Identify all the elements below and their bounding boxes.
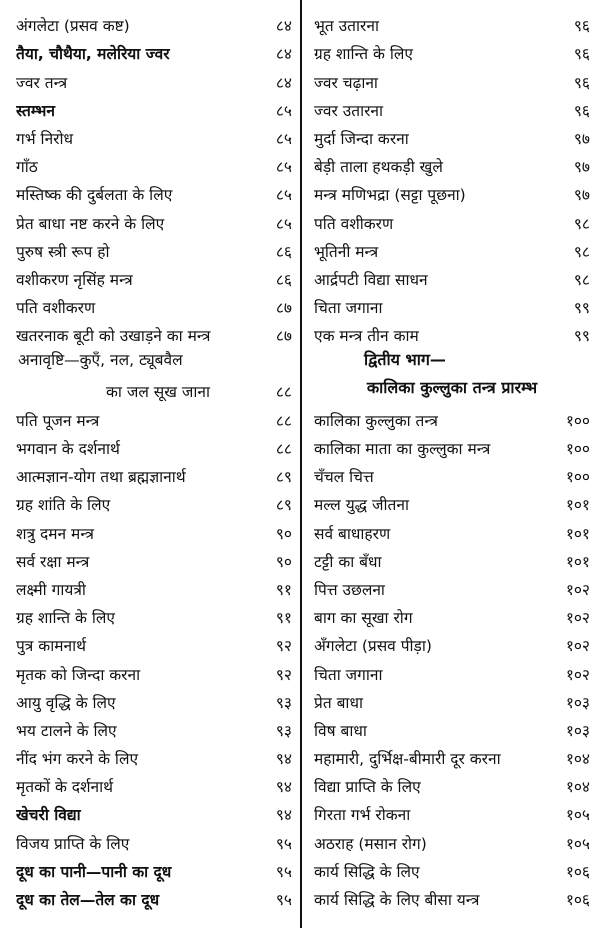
index-entry: [314, 656, 590, 684]
entry-page-number: ९५: [275, 891, 292, 909]
index-entry: [314, 234, 590, 262]
index-entry: [314, 318, 590, 346]
entry-page-number: ८६: [275, 242, 292, 261]
entry-page-number: ९५: [275, 834, 292, 853]
entry-page-number: १०५: [565, 834, 590, 853]
entry-title: अठराह (मसान रोग): [314, 834, 427, 853]
index-entry: [314, 600, 590, 628]
entry-title: मुर्दा जिन्दा करना: [314, 129, 409, 148]
index-entry: [16, 544, 292, 572]
entry-page-number: ९८: [573, 242, 590, 261]
entry-title-line1: अनावृष्टि—कुएँ, नल, ट्यूबवैल: [18, 351, 183, 370]
index-entry: [16, 741, 292, 769]
index-entry: [314, 403, 590, 431]
entry-title: भूतिनी मन्त्र: [314, 242, 379, 261]
section-heading-part-two: द्वितीय भाग—: [364, 350, 446, 370]
entry-page-number: ८९: [275, 468, 292, 487]
index-entry: [16, 177, 292, 205]
entry-page-number: ९१: [275, 609, 292, 628]
index-entry: [16, 600, 292, 628]
section-heading-tantra-start: कालिका कुल्लुका तन्त्र प्रारम्भ: [366, 378, 538, 398]
entry-page-number: ९६: [573, 73, 590, 92]
entry-title: खेचरी विद्या: [16, 806, 81, 825]
index-entry: [16, 685, 292, 713]
entry-title: पुत्र कामनार्थ: [16, 637, 86, 656]
entry-title: विजय प्राप्ति के लिए: [16, 834, 130, 853]
index-entry: [16, 854, 292, 882]
index-entry: [314, 290, 590, 318]
index-entry-multiline: [16, 346, 292, 402]
index-entry: [16, 882, 292, 910]
entry-title: कालिका कुल्लुका तन्त्र: [314, 411, 438, 430]
entry-page-number: ९४: [275, 750, 292, 769]
index-entry: [16, 487, 292, 515]
entry-page-number: ९४: [275, 778, 292, 797]
entry-title: मृतक को जिन्दा करना: [16, 665, 141, 684]
index-entry: [314, 205, 590, 233]
index-entry: [16, 205, 292, 233]
right-column: [302, 0, 600, 928]
entry-page-number: ९७: [573, 186, 590, 205]
index-entry: [16, 149, 292, 177]
entry-title: पति पूजन मन्त्र: [16, 411, 100, 430]
index-entry: [16, 769, 292, 797]
index-entry: [16, 572, 292, 600]
entry-page-number: १००: [565, 411, 590, 430]
index-entry: [16, 262, 292, 290]
index-entry: [314, 797, 590, 825]
entry-title: प्रेत बाधा नष्ट करने के लिए: [16, 214, 165, 233]
entry-page-number: ९३: [275, 693, 292, 712]
index-entry: [314, 882, 590, 910]
entry-title: वशीकरण नृसिंह मन्त्र: [16, 270, 133, 289]
index-entry: [314, 854, 590, 882]
index-entry: [16, 318, 292, 346]
index-entry: [314, 685, 590, 713]
entry-page-number: १०४: [565, 750, 590, 769]
entry-title: आत्मज्ञान-योग तथा ब्रह्मज्ञानार्थ: [16, 468, 186, 487]
index-entry: [314, 769, 590, 797]
entry-page-number: ८६: [275, 270, 292, 289]
entry-title: विद्या प्राप्ति के लिए: [314, 778, 421, 797]
entry-page-number: ९६: [573, 45, 590, 64]
entry-title: चँचल चित्त: [314, 468, 374, 487]
entry-page-number: ८५: [275, 214, 292, 233]
index-entry: [314, 177, 590, 205]
index-entry: [16, 121, 292, 149]
entry-page-number: १०२: [565, 580, 590, 599]
entry-page-number: ९५: [275, 862, 292, 881]
entry-title: बाग का सूखा रोग: [314, 609, 413, 628]
entry-page-number: ९०: [275, 524, 292, 543]
entry-title: कार्य सिद्धि के लिए: [314, 862, 420, 881]
index-entry: [16, 8, 292, 36]
entry-page-number: ८५: [275, 129, 292, 148]
index-entry: [16, 713, 292, 741]
entry-title: आर्द्रपटी विद्या साधन: [314, 270, 428, 289]
entry-title: टट्टी का बँधा: [314, 552, 382, 571]
entry-page-number: १०१: [565, 552, 590, 571]
index-entry: [314, 487, 590, 515]
entry-title: मृतकों के दर्शनार्थ: [16, 778, 114, 797]
entry-page-number: ८५: [275, 186, 292, 205]
entry-page-number: १००: [565, 440, 590, 458]
entry-page-number: १०६: [565, 862, 590, 881]
entry-title: ग्रह शान्ति के लिए: [16, 609, 115, 628]
index-entry: [16, 36, 292, 64]
entry-title: दूध का तेल—तेल का दूध: [16, 891, 160, 909]
index-entry: [16, 290, 292, 318]
entry-title: मल्ल युद्ध जीतना: [314, 496, 409, 515]
entry-page-number: ८५: [275, 158, 292, 177]
entry-title: ग्रह शान्ति के लिए: [314, 45, 413, 64]
entry-page-number: ८७: [275, 327, 292, 346]
index-entry: [16, 797, 292, 825]
index-entry: [314, 431, 590, 459]
entry-title: गिरता गर्भ रोकना: [314, 806, 411, 825]
entry-title: ग्रह शांति के लिए: [16, 496, 111, 515]
entry-title: पित्त उछलना: [314, 580, 385, 599]
entry-page-number: ९७: [573, 158, 590, 177]
entry-page-number: ८४: [275, 17, 292, 36]
entry-page-number: १०३: [565, 693, 590, 712]
entry-title: कालिका माता का कुल्लुका मन्त्र: [314, 440, 491, 458]
index-entry: [16, 459, 292, 487]
entry-page-number: ८८: [275, 383, 292, 402]
entry-page-number: ९९: [573, 299, 590, 318]
entry-title: कार्य सिद्धि के लिए बीसा यन्त्र: [314, 891, 480, 909]
entry-title-line2: का जल सूख जाना: [106, 383, 210, 402]
entry-page-number: १०३: [565, 721, 590, 740]
entry-page-number: ९१: [275, 580, 292, 599]
entry-page-number: १००: [565, 468, 590, 487]
index-entry: [314, 713, 590, 741]
index-entry: [16, 656, 292, 684]
entry-title: विष बाधा: [314, 721, 367, 740]
entry-title: गर्भ निरोध: [16, 129, 74, 148]
entry-title: स्तम्भन: [16, 101, 56, 120]
index-entry: [314, 149, 590, 177]
entry-page-number: १०२: [565, 665, 590, 684]
index-entry: [16, 431, 292, 459]
entry-title: लक्ष्मी गायत्री: [16, 580, 86, 599]
index-entry: [314, 544, 590, 572]
entry-title: भूत उतारना: [314, 17, 379, 36]
index-entry: [314, 628, 590, 656]
entry-page-number: ८५: [275, 101, 292, 120]
entry-page-number: ९३: [275, 721, 292, 740]
entry-page-number: ९८: [573, 214, 590, 233]
entry-title: ज्वर चढ़ाना: [314, 73, 378, 92]
index-entry: [314, 515, 590, 543]
entry-page-number: ९२: [275, 665, 292, 684]
entry-title: मस्तिष्क की दुर्बलता के लिए: [16, 186, 173, 205]
index-entry: [314, 64, 590, 92]
entry-page-number: १०५: [565, 806, 590, 825]
entry-title: ज्वर तन्त्र: [16, 73, 68, 92]
entry-page-number: १०१: [565, 524, 590, 543]
entry-page-number: ८८: [275, 411, 292, 430]
entry-page-number: ९७: [573, 129, 590, 148]
entry-title: एक मन्त्र तीन काम: [314, 327, 419, 346]
entry-title: अँगलेटा (प्रसव पीड़ा): [314, 637, 432, 656]
entry-page-number: १०१: [565, 496, 590, 515]
entry-page-number: ८४: [275, 73, 292, 92]
index-entry: [314, 741, 590, 769]
entry-title: भय टालने के लिए: [16, 721, 117, 740]
entry-page-number: ८८: [275, 440, 292, 458]
entry-title: मन्त्र मणिभद्रा (सट्टा पूछना): [314, 186, 466, 205]
entry-title: पति वशीकरण: [314, 214, 394, 233]
entry-page-number: ८४: [275, 45, 292, 64]
entry-title: दूध का पानी—पानी का दूध: [16, 862, 172, 881]
entry-title: सर्व रक्षा मन्त्र: [16, 552, 90, 571]
index-entry: [16, 234, 292, 262]
entry-title: गाँठ: [16, 158, 38, 177]
entry-title: प्रेत बाधा: [314, 693, 363, 712]
entry-title: चिता जगाना: [314, 299, 383, 318]
entry-title: नींद भंग करने के लिए: [16, 750, 139, 769]
entry-page-number: १०२: [565, 609, 590, 628]
index-entry: [314, 459, 590, 487]
index-entry: [314, 262, 590, 290]
entry-title: भगवान के दर्शनार्थ: [16, 440, 120, 458]
index-entry: [16, 93, 292, 121]
index-entry: [16, 403, 292, 431]
entry-page-number: ८७: [275, 299, 292, 318]
entry-page-number: ९२: [275, 637, 292, 656]
entry-page-number: १०४: [565, 778, 590, 797]
entry-title: महामारी, दुर्भिक्ष-बीमारी दूर करना: [314, 750, 501, 769]
index-entry: [16, 628, 292, 656]
entry-title: पुरुष स्त्री रूप हो: [16, 242, 110, 261]
index-entry: [314, 93, 590, 121]
entry-page-number: १०२: [565, 637, 590, 656]
entry-page-number: ९८: [573, 270, 590, 289]
entry-title: खतरनाक बूटी को उखाड़ने का मन्त्र: [16, 327, 211, 346]
entry-page-number: ९९: [573, 327, 590, 346]
index-entry: [314, 8, 590, 36]
entry-page-number: ९६: [573, 17, 590, 36]
entry-title: चिता जगाना: [314, 665, 383, 684]
index-entry: [16, 515, 292, 543]
entry-title: पति वशीकरण: [16, 299, 96, 318]
index-entry: [314, 572, 590, 600]
entry-page-number: ९४: [275, 806, 292, 825]
index-entry: [314, 36, 590, 64]
entry-title: शत्रु दमन मन्त्र: [16, 524, 94, 543]
entry-page-number: ९६: [573, 101, 590, 120]
index-entry: [16, 825, 292, 853]
entry-title: सर्व बाधाहरण: [314, 524, 391, 543]
entry-title: बेड़ी ताला हथकड़ी खुले: [314, 158, 443, 177]
entry-page-number: १०६: [565, 891, 590, 909]
index-entry: [314, 825, 590, 853]
entry-title: ज्वर उतारना: [314, 101, 384, 120]
entry-title: आयु वृद्धि के लिए: [16, 693, 116, 712]
entry-title: तैया, चौथैया, मलेरिया ज्वर: [16, 45, 170, 64]
index-entry: [314, 121, 590, 149]
entry-title: अंगलेटा (प्रसव कष्ट): [16, 17, 130, 36]
index-entry: [16, 64, 292, 92]
entry-page-number: ९०: [275, 552, 292, 571]
entry-page-number: ८९: [275, 496, 292, 515]
